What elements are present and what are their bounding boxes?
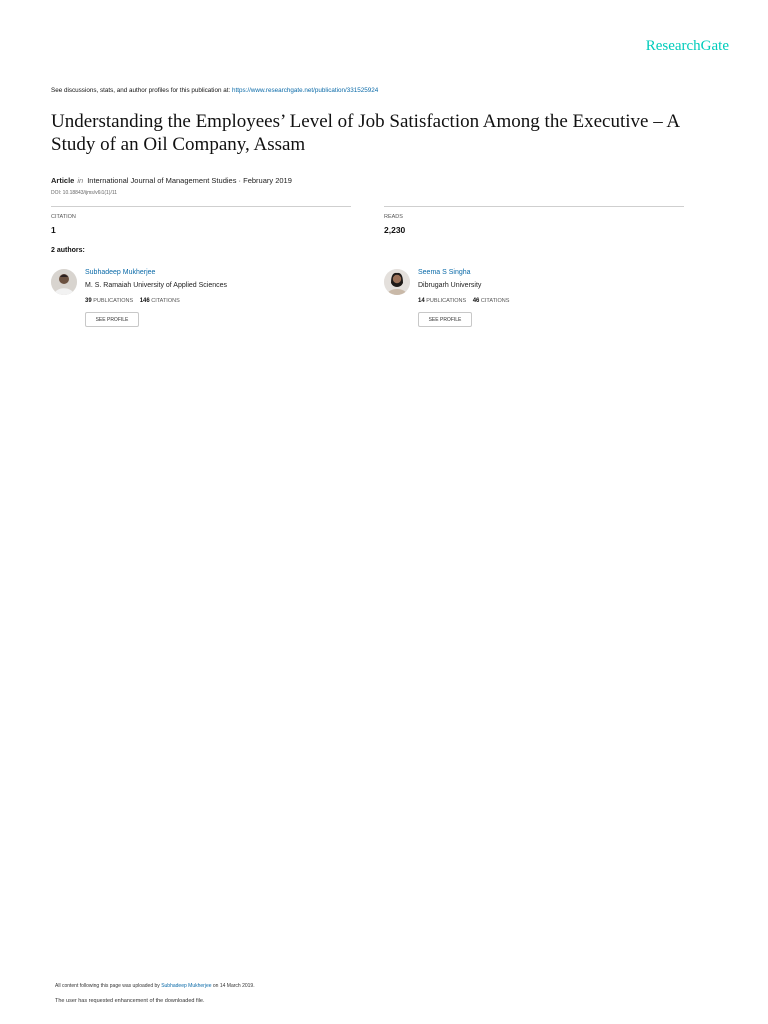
author-avatar[interactable] bbox=[384, 269, 410, 295]
publication-link[interactable]: https://www.researchgate.net/publication/331525924 bbox=[231, 87, 379, 94]
citations-label: CITATIONS bbox=[151, 298, 180, 304]
publications-count: 14 bbox=[418, 298, 425, 304]
in-word: in bbox=[77, 176, 84, 185]
uploader-link[interactable]: Subhadeep Mukherjee bbox=[161, 983, 212, 989]
see-profile-button[interactable]: SEE PROFILE bbox=[85, 312, 139, 327]
citation-stat bbox=[51, 206, 351, 235]
citations-label: CITATIONS bbox=[480, 298, 510, 304]
citations-count: 146 bbox=[139, 298, 150, 304]
publications-label: PUBLICATIONS bbox=[426, 298, 467, 304]
see-profile-button[interactable]: SEE PROFILE bbox=[418, 312, 472, 327]
author-counts bbox=[85, 298, 180, 304]
author-avatar[interactable] bbox=[51, 269, 77, 295]
reads-label: READS bbox=[384, 214, 403, 220]
citation-count: 1 bbox=[51, 225, 56, 235]
publications-count: 39 bbox=[85, 298, 92, 304]
author-card bbox=[51, 268, 351, 332]
publication-doi: DOI: 10.18843/ijms/v6i1(1)/11 bbox=[51, 190, 118, 196]
publications-label: PUBLICATIONS bbox=[93, 298, 134, 304]
citation-label: CITATION bbox=[51, 214, 76, 220]
author-institution: Dibrugarh University bbox=[418, 282, 482, 289]
publication-venue: International Journal of Management Studies · February 2019 bbox=[87, 176, 292, 185]
citations-count: 46 bbox=[472, 298, 480, 304]
discussion-line bbox=[51, 87, 378, 94]
publication-type: Article bbox=[51, 176, 75, 185]
enhancement-note: The user has requested enhancement of the downloaded file. bbox=[55, 998, 205, 1004]
author-institution: M. S. Ramaiah University of Applied Sciences bbox=[85, 282, 228, 289]
upload-suffix: on 14 March 2019. bbox=[211, 983, 255, 989]
author-name-link[interactable]: Seema S Singha bbox=[418, 269, 471, 276]
upload-prefix: All content following this page was uploaded by bbox=[55, 983, 162, 989]
author-counts bbox=[418, 298, 509, 304]
publication-title: Understanding the Employees’ Level of Job Satisfaction Among the Executive – A Study of an Oil Company, Assam bbox=[51, 111, 680, 155]
upload-note bbox=[55, 983, 255, 989]
reads-stat bbox=[384, 206, 684, 235]
author-name-link[interactable]: Subhadeep Mukherjee bbox=[85, 269, 156, 276]
author-card bbox=[384, 268, 684, 332]
publication-meta bbox=[51, 176, 292, 185]
researchgate-logo[interactable]: ResearchGate bbox=[645, 38, 729, 54]
discussion-prefix: See discussions, stats, and author profiles for this publication at: bbox=[51, 87, 232, 94]
authors-heading: 2 authors: bbox=[51, 247, 85, 254]
reads-count: 2,230 bbox=[384, 225, 406, 235]
